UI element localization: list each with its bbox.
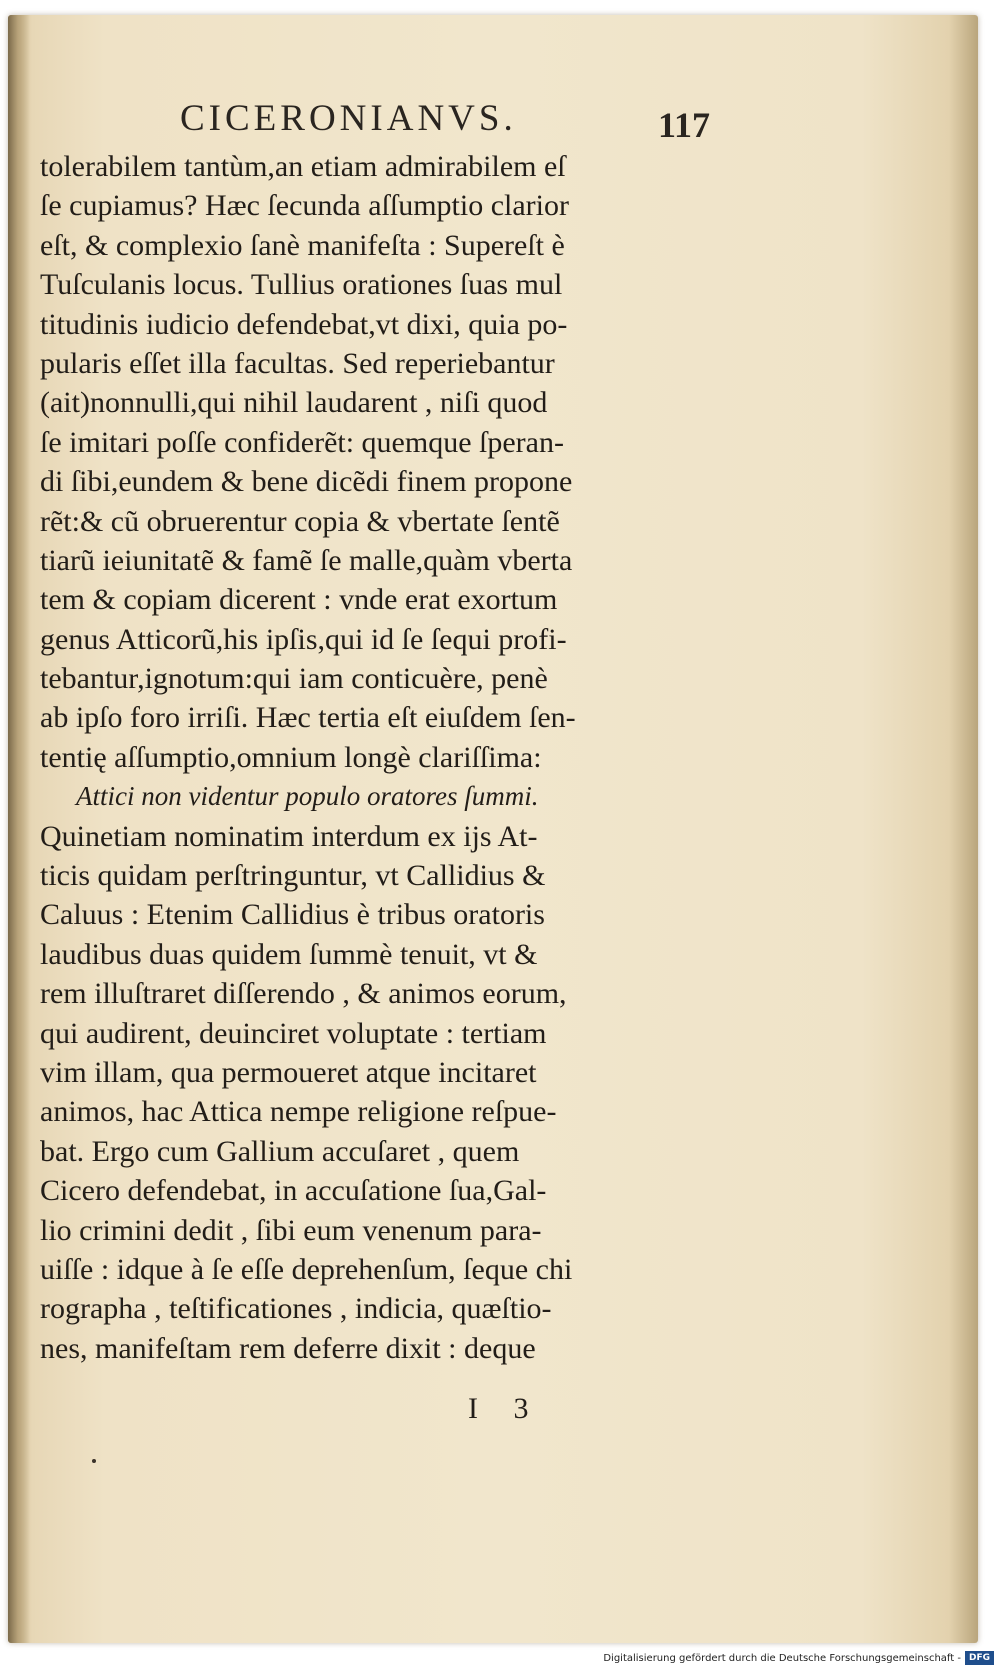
page-gutter	[8, 15, 30, 1643]
signature-mark: I 3	[468, 1392, 543, 1425]
text-line: rem illuſtraret diſſerendo , & animos eorum,	[40, 977, 567, 1011]
text-line: laudibus duas quidem ſummè tenuit, vt &	[40, 937, 538, 971]
text-line: uiſſe : idque à ſe eſſe deprehenſum, ſeque chi	[40, 1252, 573, 1286]
digitization-footer	[603, 1649, 994, 1667]
text-line: Tuſculanis locus. Tullius orationes ſuas mul	[40, 268, 563, 302]
dfg-logo: DFG	[965, 1651, 994, 1665]
text-line: nes, manifeſtam rem deferre dixit : deque	[40, 1331, 536, 1365]
text-line: ſe cupiamus? Hæc ſecunda aſſumptio clarior	[40, 189, 569, 223]
text-line: vim illam, qua permoueret atque incitaret	[40, 1055, 537, 1089]
text-line: tolerabilem tantùm,an etiam admirabilem eſ	[40, 150, 566, 183]
text-line: ſe imitari poſſe confiderẽt: quemque ſperan-	[40, 425, 564, 459]
footer-credit: Digitalisierung gefördert durch die Deutsche Forschungsgemeinschaft -	[603, 1652, 961, 1664]
text-line: rẽt:& cũ obruerentur copia & vbertate ſentẽ	[40, 504, 560, 538]
text-line: bat. Ergo cum Gallium accuſaret , quem	[40, 1134, 520, 1168]
text-line: eſt, & complexio ſanè manifeſta : Supereſt è	[40, 228, 565, 262]
text-line: tiarũ ieiunitatẽ & famẽ ſe malle,quàm vberta	[40, 543, 573, 577]
text-line: tebantur,ignotum:qui iam conticuère, penè	[40, 662, 548, 696]
text-line: ticis quidam perſtringuntur, vt Callidius &	[40, 859, 546, 893]
text-line: Caluus : Etenim Callidius è tribus oratoris	[40, 898, 545, 932]
text-line: titudinis iudicio defendebat,vt dixi, quia po-	[40, 307, 568, 341]
text-line: qui audirent, deuinciret voluptate : tertiam	[40, 1016, 547, 1050]
ink-speck	[92, 1459, 96, 1463]
text-line: genus Atticorũ,his ipſis,qui id ſe ſequi profi-	[40, 622, 567, 656]
text-line: Quinetiam nominatim interdum ex ijs At-	[40, 819, 538, 853]
italic-quotation-line: Attici non videntur populo oratores ſummi.	[76, 781, 539, 812]
body-text	[40, 147, 730, 1368]
text-line: animos, hac Attica nempe religione reſpue-	[40, 1095, 557, 1129]
text-line: di ſibi,eundem & bene dicẽdi finem propone	[40, 465, 573, 499]
text-line: tentię aſſumptio,omnium longè clariſſima:	[40, 740, 542, 774]
page-number: 117	[658, 105, 711, 145]
text-line: Cicero defendebat, in accuſatione ſua,Gal-	[40, 1174, 547, 1208]
text-line: pularis eſſet illa facultas. Sed reperiebantur	[40, 346, 555, 380]
text-line: rographa , teſtificationes , indicia, quæſtio-	[40, 1292, 552, 1326]
text-line: ab ipſo foro irriſi. Hæc tertia eſt eiuſdem ſen-	[40, 701, 576, 735]
page-header	[180, 88, 720, 148]
text-line: tem & copiam dicerent : vnde erat exortum	[40, 583, 558, 617]
running-head: CICERONIANVS.	[180, 97, 517, 139]
text-line: lio crimini dedit , ſibi eum venenum para-	[40, 1213, 542, 1247]
text-line: (ait)nonnulli,qui nihil laudarent , niſi quod	[40, 386, 548, 420]
